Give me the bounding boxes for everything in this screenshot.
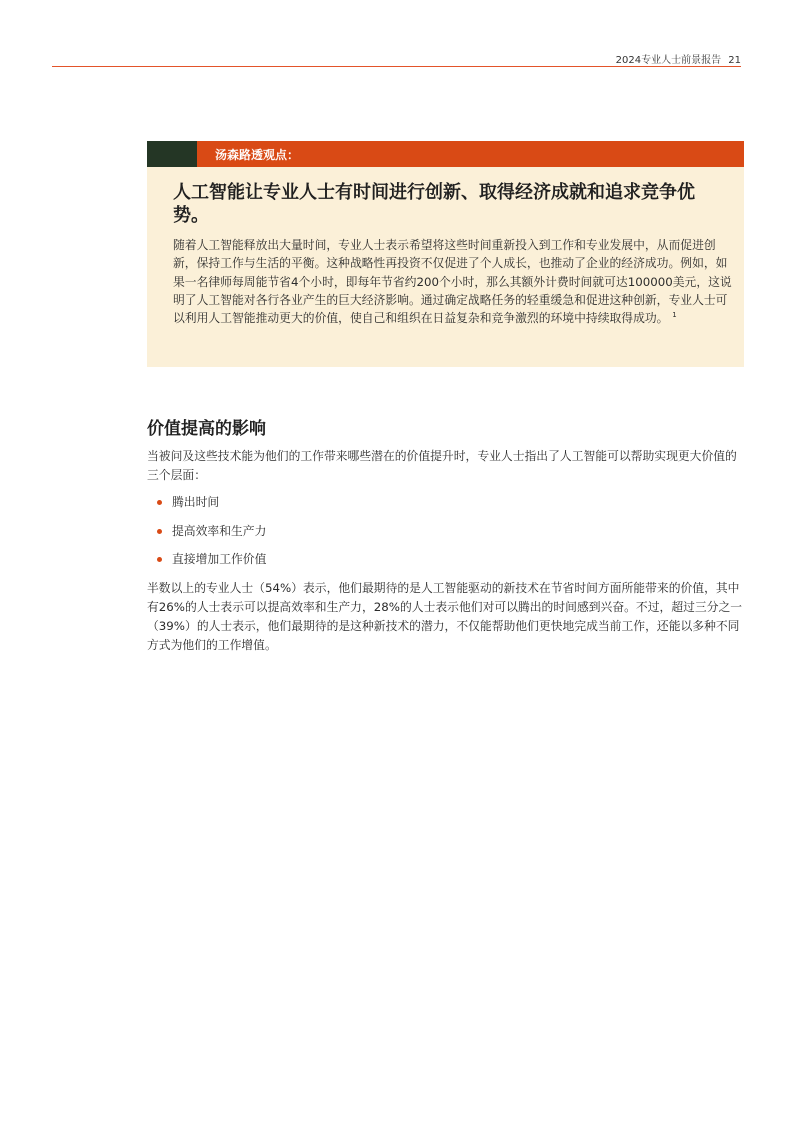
bullet-icon	[157, 557, 162, 562]
list-item	[157, 549, 266, 578]
running-header	[616, 51, 741, 66]
callout-body-text: 随着人工智能释放出大量时间，专业人士表示希望将这些时间重新投入到工作和专业发展中，从而促进创新，保持工作与生活的平衡。这种战略性再投资不仅促进了个人成长，也推动了企业的经济成功。例如，如果一名律师每周能节省4个小时，即每年节省约200个小时，那么其额外计费时间就可达100000美元，这说明了人工智能对各行各业产生的巨大经济影响。通过确定战略任务的轻重缓急和促进这种创新，专业人士可以利用人工智能推动更大的价值，使自己和组织在日益复杂和竞争激烈的环境中持续取得成功。	[173, 238, 732, 326]
bullet-icon	[157, 500, 162, 505]
body-paragraph: 半数以上的专业人士（54%）表示，他们最期待的是人工智能驱动的新技术在节省时间方面所能带来的价值，其中有26%的人士表示可以提高效率和生产力，28%的人士表示他们对可以腾出的时间感到兴奋。不过，超过三分之一（39%）的人士表示，他们最期待的是这种新技术的潜力，不仅能帮助他们更快地完成当前工作，还能以多种不同方式为他们的工作增值。	[147, 581, 743, 652]
callout-body	[173, 236, 733, 327]
page-number: 21	[728, 55, 741, 66]
bullet-icon	[157, 529, 162, 534]
callout-label-bar	[147, 141, 744, 167]
report-title: 2024专业人士前景报告	[615, 55, 722, 66]
bullet-list	[157, 492, 266, 578]
section-title: 价值提高的影响	[147, 419, 266, 439]
list-item	[157, 521, 266, 550]
footnote-marker[interactable]: 1	[672, 311, 677, 320]
list-item	[157, 492, 266, 521]
list-item-label: 直接增加工作价值	[172, 552, 267, 566]
section-intro: 当被问及这些技术能为他们的工作带来哪些潜在的价值提升时，专业人士指出了人工智能可以帮助实现更大价值的三个层面：	[147, 449, 737, 482]
header-rule	[52, 66, 741, 67]
callout-title: 人工智能让专业人士有时间进行创新、取得经济成就和追求竞争优势。	[173, 182, 695, 226]
callout-box	[147, 141, 744, 367]
list-item-label: 提高效率和生产力	[172, 523, 267, 538]
callout-label: 汤森路透观点：	[215, 148, 300, 162]
callout-label-accent	[147, 141, 197, 167]
list-item-label: 腾出时间	[172, 495, 220, 509]
